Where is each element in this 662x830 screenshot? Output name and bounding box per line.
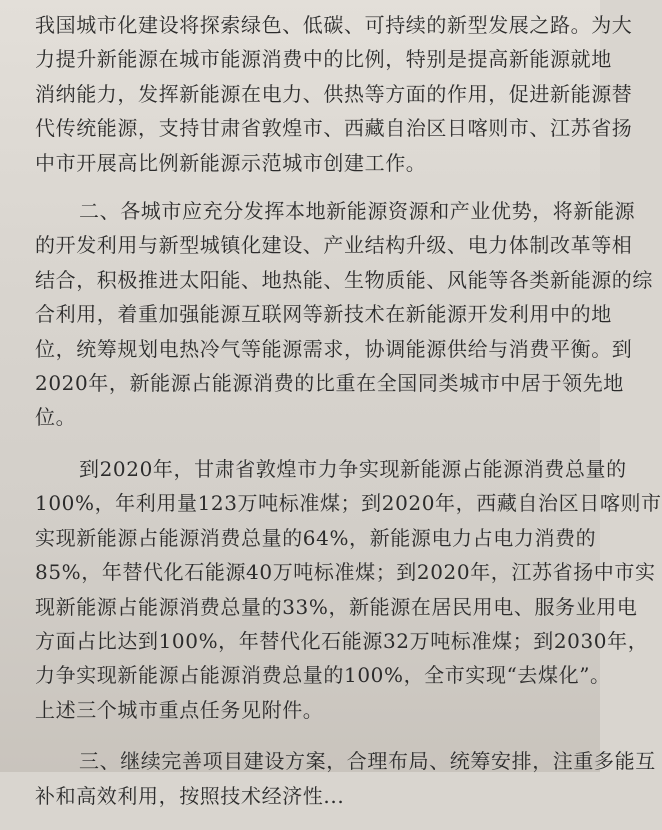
text-line: 100%，年利用量123万吨标准煤；到2020年，西藏自治区日喀则市: [35, 491, 662, 516]
text-line: 到2020年，甘肃省敦煌市力争实现新能源占能源消费总量的: [79, 456, 627, 481]
text-line: 位，统筹规划电热冷气等能源需求，协调能源供给与消费平衡。到: [35, 336, 633, 361]
text-line: 2020年，新能源占能源消费的比重在全国同类城市中居于领先地: [35, 371, 624, 396]
text-line: 实现新能源占能源消费总量的64%，新能源电力占电力消费的: [35, 525, 597, 550]
text-line: 上述三个城市重点任务见附件。: [35, 697, 324, 722]
text-line: 代传统能源，支持甘肃省敦煌市、西藏自治区日喀则市、江苏省扬: [35, 116, 633, 141]
text-line: 三、继续完善项目建设方案，合理布局、统筹安排，注重多能互: [79, 749, 656, 774]
text-line: 我国城市化建设将探索绿色、低碳、可持续的新型发展之路。为大: [35, 13, 633, 37]
text-line: 85%，年替代化石能源40万吨标准煤；到2020年，江苏省扬中市实: [35, 560, 656, 585]
text-line: 合利用，着重加强能源互联网等新技术在新能源开发利用中的地: [35, 302, 612, 327]
text-line: 中市开展高比例新能源示范城市创建工作。: [35, 150, 427, 175]
text-line: 现新能源占能源消费总量的33%，新能源在居民用电、服务业用电: [35, 594, 638, 619]
text-line: 力提升新能源在城市能源消费中的比例，特别是提高新能源就地: [35, 47, 612, 72]
text-line: 结合，积极推进太阳能、地热能、生物质能、风能等各类新能源的综: [35, 267, 653, 292]
paragraph-section-three: [35, 744, 656, 813]
document-body: [35, 8, 662, 830]
text-line: 消纳能力，发挥新能源在电力、供热等方面的作用，促进新能源替: [35, 81, 633, 106]
paragraph-section-two: [35, 194, 653, 435]
paragraph-green-development: [35, 8, 633, 180]
text-line: 位。: [35, 405, 77, 430]
text-line: 二、各城市应充分发挥本地新能源资源和产业优势，将新能源: [79, 199, 636, 224]
text-line: 补和高效利用，按照技术经济性...: [35, 783, 345, 808]
text-line: 方面占比达到100%，年替代化石能源32万吨标准煤；到2030年，: [35, 628, 649, 653]
text-line: 力争实现新能源占能源消费总量的100%，全市实现“去煤化”。: [35, 663, 611, 688]
paragraph-targets-2020: [35, 452, 662, 727]
text-line: 的开发利用与新型城镇化建设、产业结构升级、电力体制改革等相: [35, 233, 633, 258]
